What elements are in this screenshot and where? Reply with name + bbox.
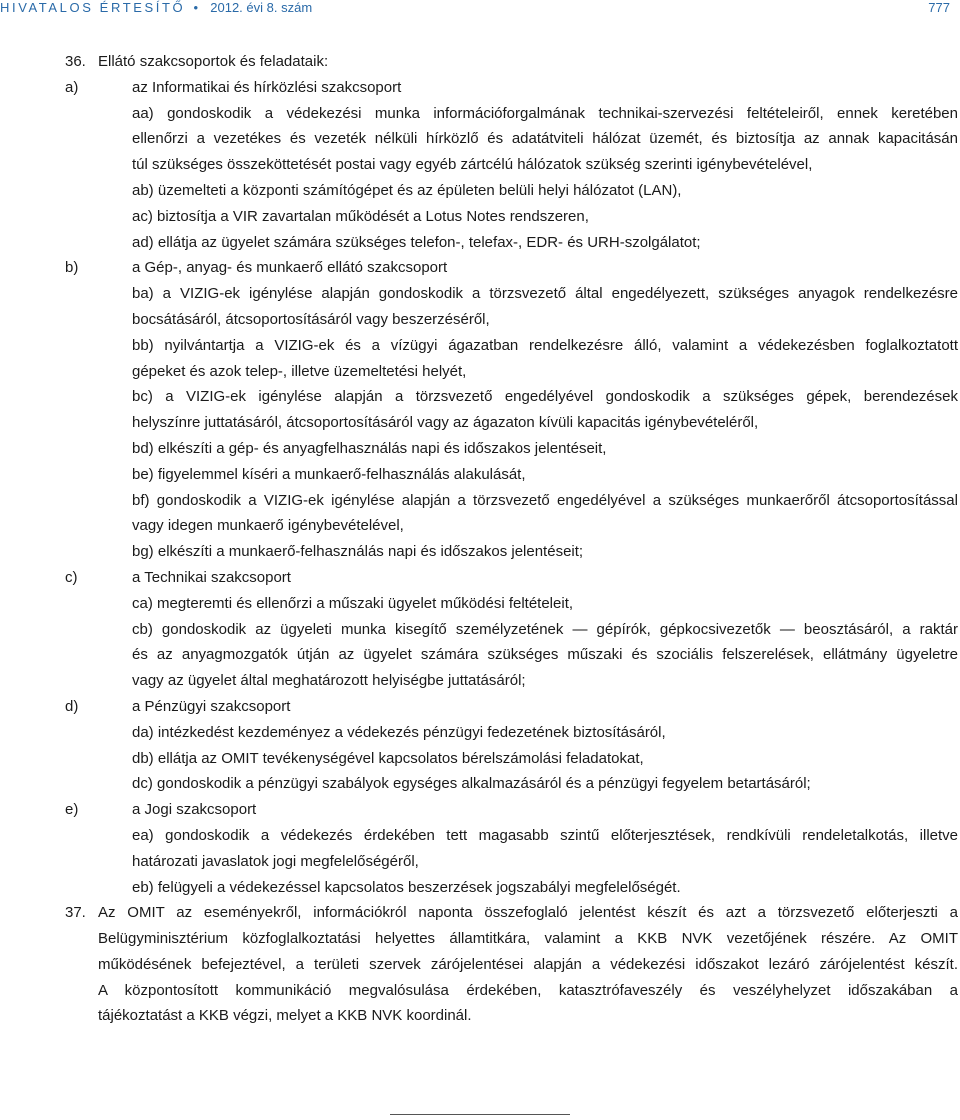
- subitem-text: és az anyagmozgatók útján az ügyelet számára szükséges műszaki és szociális felszerelések, ellátmány ügyeletre: [132, 646, 958, 664]
- paragraph-text: A központosított kommunikáció megvalósulása érdekében, katasztrófaveszély és veszélyhelyzet időszakában a: [98, 981, 958, 999]
- subitem-bf-line-1: [0, 488, 960, 514]
- paragraph-text: működésének befejeztével, a területi szervek zárójelentései alapján a védekezési időszakot lezáró zárójelentést készít.: [98, 955, 958, 973]
- item-title: a Jogi szakcsoport: [132, 801, 257, 819]
- subitem-text: ac) biztosítja a VIR zavartalan működését a Lotus Notes rendszeren,: [132, 207, 589, 225]
- subitem-ba-line-1: [0, 281, 960, 307]
- subitem-dc: [0, 771, 960, 797]
- subitem-text: bg) elkészíti a munkaerő-felhasználás napi és időszakos jelentéseit;: [132, 543, 584, 561]
- section-title: Ellátó szakcsoportok és feladataik:: [98, 53, 329, 70]
- subitem-text: ellenőrzi a vezetékes és vezeték nélküli hírközlő és adatátviteli hálózat üzemét, és biztosítja az annak kapacitásán: [132, 130, 958, 148]
- subitem-text: da) intézkedést kezdeményez a védekezés pénzügyi fedezetének biztosításáról,: [132, 723, 666, 741]
- subitem-text: határozati javaslatok jogi megfelelőségéről,: [132, 852, 419, 870]
- subitem-text: gépeket és azok telep-, illetve üzemeltetési helyét,: [132, 362, 467, 380]
- item-e-heading: [0, 797, 960, 823]
- subitem-bg: [0, 539, 960, 565]
- subitem-ad: [0, 230, 960, 256]
- section-37-line-2: [0, 926, 960, 952]
- subitem-text: ca) megteremti és ellenőrzi a műszaki ügyelet működési feltételeit,: [132, 594, 574, 612]
- running-title: [0, 0, 312, 15]
- subitem-text: aa) gondoskodik a védekezési munka információforgalmának technikai-szervezési feltételeiről, ennek keretében: [132, 104, 958, 122]
- section-36-heading: [0, 49, 960, 75]
- subitem-text: cb) gondoskodik az ügyeleti munka kisegítő személyzetének — gépírók, gépkocsivezetők — beosztásáról, a raktár: [132, 620, 958, 638]
- footer-rule: [390, 1114, 570, 1115]
- subitem-text: vagy az ügyelet által meghatározott helyiségbe juttatásáról;: [132, 672, 526, 690]
- section-number: 37.: [65, 904, 86, 922]
- subitem-text: bocsátásáról, átcsoportosításáról vagy beszerzéséről,: [132, 310, 490, 328]
- journal-name: HIVATALOS ÉRTESÍTŐ: [0, 0, 186, 15]
- subitem-text: helyszínre juttatásáról, átcsoportosításáról vagy az ágazaton kívüli kapacitás igénybevételéről,: [132, 414, 759, 432]
- page-number: 777: [928, 0, 950, 15]
- subitem-ea-line-2: [0, 849, 960, 875]
- section-37-line-5: [0, 1003, 960, 1029]
- subitem-ea-line-1: [0, 823, 960, 849]
- subitem-da: [0, 720, 960, 746]
- subitem-bb-line-1: [0, 333, 960, 359]
- item-title: az Informatikai és hírközlési szakcsoport: [132, 78, 402, 96]
- subitem-ca: [0, 591, 960, 617]
- subitem-text: ea) gondoskodik a védekezés érdekében tett magasabb szintű előterjesztések, rendkívüli rendeletalkotás, illetve: [132, 826, 958, 844]
- section-number: 36.: [65, 53, 86, 70]
- subitem-text: ad) ellátja az ügyelet számára szükséges telefon-, telefax-, EDR- és URH-szolgálatot;: [132, 233, 701, 251]
- section-37-line-4: [0, 978, 960, 1004]
- item-a-heading: [0, 75, 960, 101]
- item-d-heading: [0, 694, 960, 720]
- subitem-cb-line-2: [0, 642, 960, 668]
- subitem-be: [0, 462, 960, 488]
- issue-label: 2012. évi 8. szám: [210, 0, 313, 15]
- subitem-bb-line-2: [0, 359, 960, 385]
- page-header: [0, 0, 960, 22]
- subitem-text: dc) gondoskodik a pénzügyi szabályok egységes alkalmazásáról és a pénzügyi fegyelem betartásáról;: [132, 775, 811, 793]
- subitem-ac: [0, 204, 960, 230]
- subitem-text: db) ellátja az OMIT tevékenységével kapcsolatos bérelszámolási feladatokat,: [132, 749, 644, 767]
- subitem-text: ab) üzemelteti a központi számítógépet és az épületen belüli helyi hálózatot (LAN),: [132, 181, 682, 199]
- subitem-eb: [0, 875, 960, 901]
- subitem-text: bc) a VIZIG-ek igénylése alapján a törzsvezető engedélyével gondoskodik a szükséges gépek, berendezések: [132, 388, 958, 406]
- subitem-text: túl szükséges összeköttetését postai vagy egyéb zártcélú hálózatok szükség szerinti igénybevételével,: [132, 156, 813, 174]
- subitem-text: bb) nyilvántartja a VIZIG-ek és a vízügyi ágazatban rendelkezésre álló, valamint a védekezésben foglalkoztatott: [132, 336, 958, 354]
- item-title: a Gép-, anyag- és munkaerő ellátó szakcsoport: [132, 259, 448, 277]
- subitem-text: be) figyelemmel kíséri a munkaerő-felhasználás alakulását,: [132, 465, 526, 483]
- subitem-aa-line-3: [0, 152, 960, 178]
- subitem-aa-line-2: [0, 126, 960, 152]
- item-b-heading: [0, 255, 960, 281]
- paragraph-text: Belügyminisztérium közfoglalkoztatási helyettes államtitkára, valamint a KKB NVK vezetőjének részére. Az OMIT: [98, 930, 958, 948]
- subitem-text: eb) felügyeli a védekezéssel kapcsolatos beszerzések jogszabályi megfelelőségét.: [132, 878, 681, 896]
- subitem-ab: [0, 178, 960, 204]
- item-letter: d): [65, 697, 79, 715]
- item-c-heading: [0, 565, 960, 591]
- subitem-text: vagy idegen munkaerő igénybevételével,: [132, 517, 404, 535]
- bullet-separator: •: [193, 0, 199, 15]
- subitem-bf-line-2: [0, 513, 960, 539]
- item-title: a Technikai szakcsoport: [132, 568, 291, 586]
- subitem-cb-line-3: [0, 668, 960, 694]
- subitem-bc-line-2: [0, 410, 960, 436]
- subitem-cb-line-1: [0, 617, 960, 643]
- subitem-text: bf) gondoskodik a VIZIG-ek igénylése alapján a törzsvezető engedélyével a szükséges munkaerőről átcsoportosítással: [132, 491, 958, 509]
- subitem-aa-line-1: [0, 101, 960, 127]
- document-body: [0, 49, 960, 1029]
- paragraph-text: tájékoztatást a KKB végzi, melyet a KKB NVK koordinál.: [98, 1007, 472, 1025]
- item-title: a Pénzügyi szakcsoport: [132, 697, 291, 715]
- subitem-ba-line-2: [0, 307, 960, 333]
- item-letter: e): [65, 801, 79, 819]
- item-letter: c): [65, 568, 78, 586]
- item-letter: b): [65, 259, 79, 277]
- subitem-db: [0, 746, 960, 772]
- section-37-line-3: [0, 952, 960, 978]
- subitem-text: bd) elkészíti a gép- és anyagfelhasználás napi és időszakos jelentéseit,: [132, 439, 607, 457]
- section-37-line-1: [0, 900, 960, 926]
- subitem-bd: [0, 436, 960, 462]
- item-letter: a): [65, 78, 79, 96]
- subitem-text: ba) a VIZIG-ek igénylése alapján gondoskodik a törzsvezető által engedélyezett, szükséges anyagok rendelkezésre: [132, 285, 958, 303]
- paragraph-text: Az OMIT az eseményekről, információkról naponta összefoglaló jelentést készít és azt a törzsvezető előterjeszti a: [98, 904, 958, 922]
- subitem-bc-line-1: [0, 384, 960, 410]
